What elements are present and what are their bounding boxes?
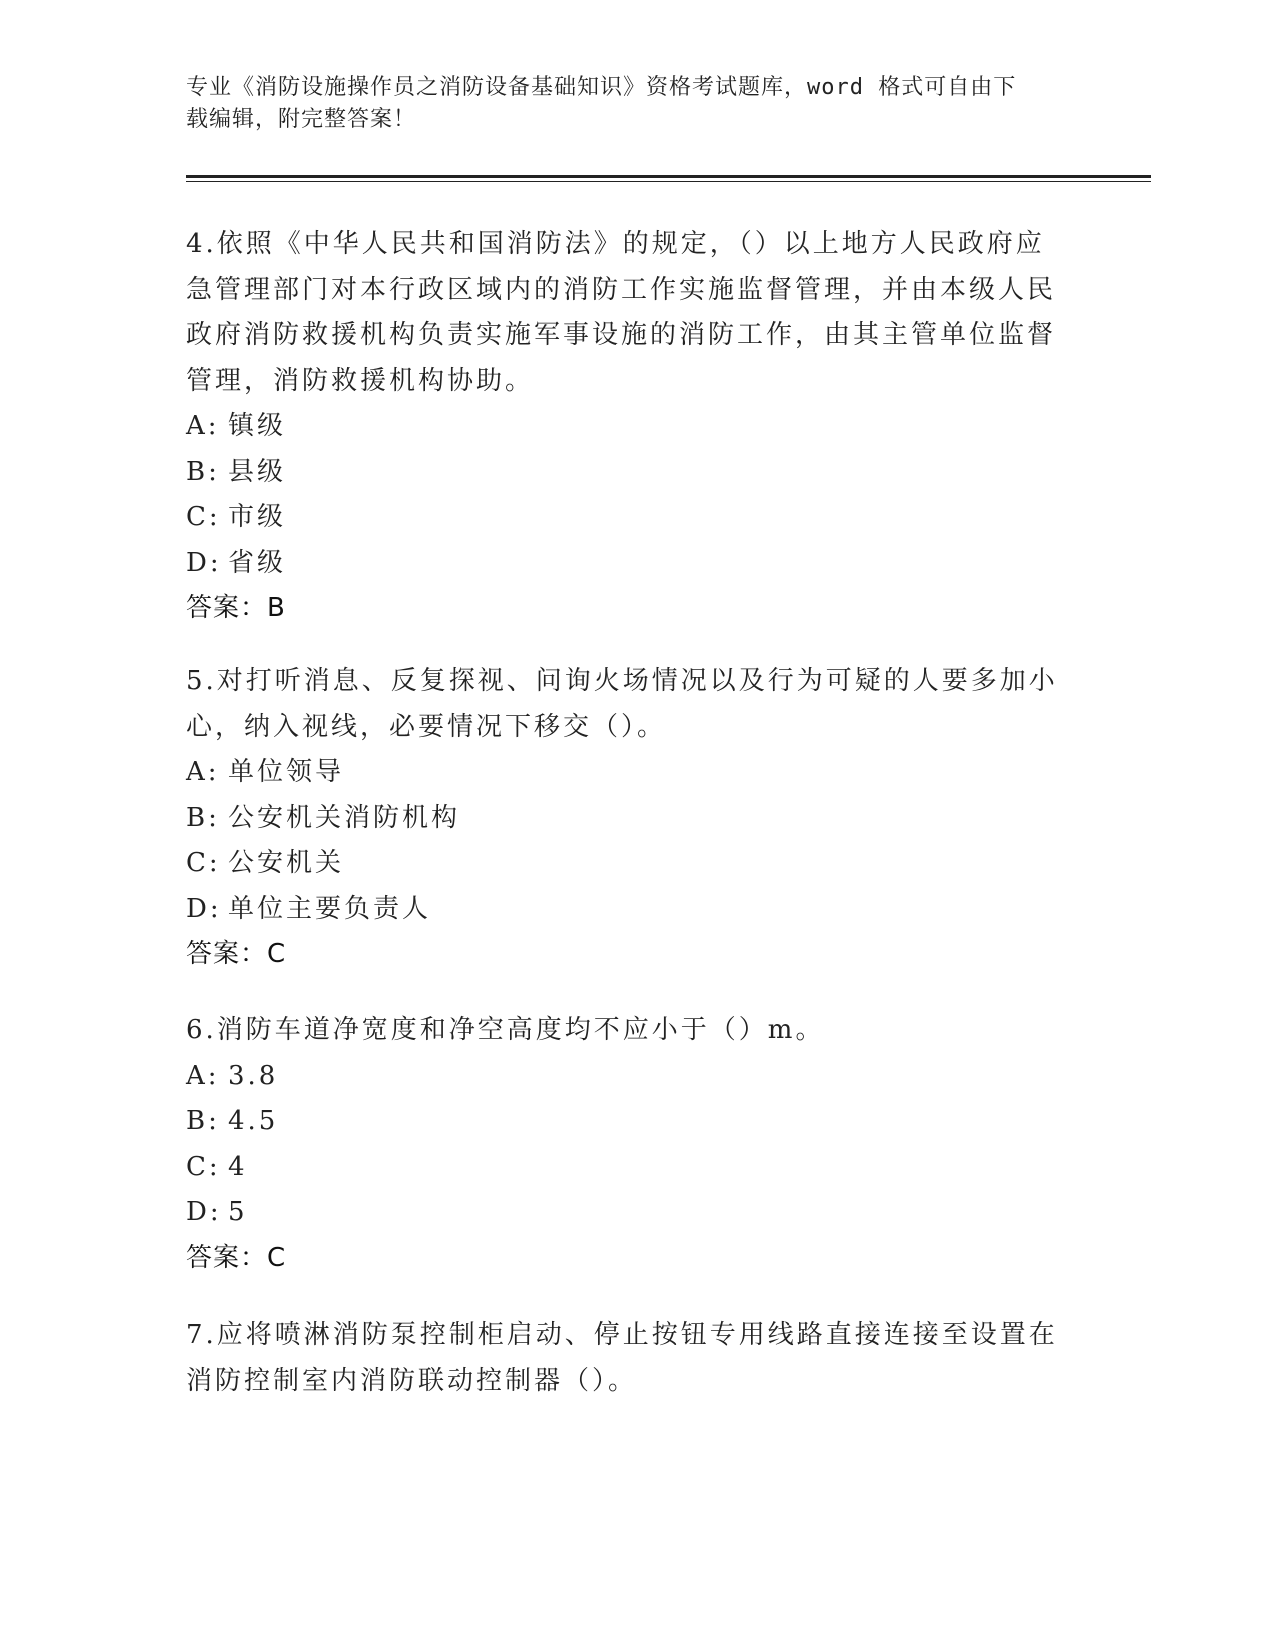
option-key: D: [186, 893, 222, 924]
option-text: 5 [228, 1197, 248, 1227]
option-text: 公安机关消防机构 [228, 802, 461, 833]
option-b [186, 1099, 1066, 1145]
option-key: B: [186, 802, 220, 833]
stem-line: 急管理部门对本行政区域内的消防工作实施监督管理，并由本级人民 [186, 274, 1057, 305]
stem-line: 6.消防车道净宽度和净空高度均不应小于（）m。 [186, 1015, 825, 1045]
option-text: 公安机关 [228, 848, 345, 878]
option-text: 单位主要负责人 [228, 893, 432, 924]
option-d [186, 887, 1066, 933]
stem-line: 政府消防救援机构负责实施军事设施的消防工作，由其主管单位监督 [186, 320, 1057, 350]
question-stem [186, 222, 1066, 404]
header-line-2: 载编辑，附完整答案！ [186, 107, 417, 132]
question-5 [186, 659, 1066, 978]
option-a [186, 404, 1066, 450]
option-key: A: [186, 411, 220, 441]
option-b [186, 450, 1066, 496]
stem-line: 4.依照《中华人民共和国消防法》的规定，（）以上地方人民政府应 [186, 229, 1045, 259]
document-header [186, 72, 1066, 136]
option-text: 县级 [228, 456, 287, 487]
option-c [186, 1145, 1066, 1191]
header-divider-thick [186, 175, 1151, 178]
question-7 [186, 1313, 1066, 1404]
stem-line: 管理，消防救援机构协助。 [186, 365, 535, 396]
option-c [186, 495, 1066, 541]
option-text: 市级 [228, 502, 287, 532]
option-text: 3.8 [228, 1060, 279, 1091]
question-stem [186, 659, 1066, 750]
header-line-1: 专业《消防设施操作员之消防设备基础知识》资格考试题库，word 格式可自由下 [186, 75, 1017, 100]
question-6 [186, 1008, 1066, 1281]
option-c [186, 841, 1066, 887]
option-key: D: [186, 547, 222, 578]
question-stem [186, 1008, 1066, 1054]
stem-line: 消防控制室内消防联动控制器（）。 [186, 1365, 638, 1396]
option-key: D: [186, 1197, 222, 1227]
option-text: 4 [228, 1151, 248, 1182]
answer-label: 答案：C [186, 939, 287, 969]
option-b [186, 796, 1066, 842]
question-4 [186, 222, 1066, 632]
option-a [186, 750, 1066, 796]
option-text: 单位领导 [228, 757, 345, 787]
option-d [186, 541, 1066, 587]
stem-line: 5.对打听消息、反复探视、问询火场情况以及行为可疑的人要多加小 [186, 666, 1058, 696]
option-key: C: [186, 1151, 221, 1182]
option-key: C: [186, 502, 221, 532]
option-key: B: [186, 1106, 220, 1136]
option-d [186, 1190, 1066, 1236]
option-text: 4.5 [228, 1106, 279, 1136]
option-text: 省级 [228, 547, 287, 578]
stem-line: 7.应将喷淋消防泵控制柜启动、停止按钮专用线路直接连接至设置在 [186, 1320, 1058, 1350]
header-divider-thin [186, 181, 1151, 182]
option-key: C: [186, 848, 221, 878]
option-key: A: [186, 1060, 220, 1091]
option-key: B: [186, 456, 220, 487]
option-key: A: [186, 757, 220, 787]
option-a [186, 1054, 1066, 1100]
stem-line: 心，纳入视线，必要情况下移交（）。 [186, 711, 667, 742]
option-text: 镇级 [228, 411, 287, 441]
question-stem [186, 1313, 1066, 1404]
answer-label: 答案：C [186, 1242, 287, 1273]
answer-label: 答案：B [186, 593, 286, 623]
